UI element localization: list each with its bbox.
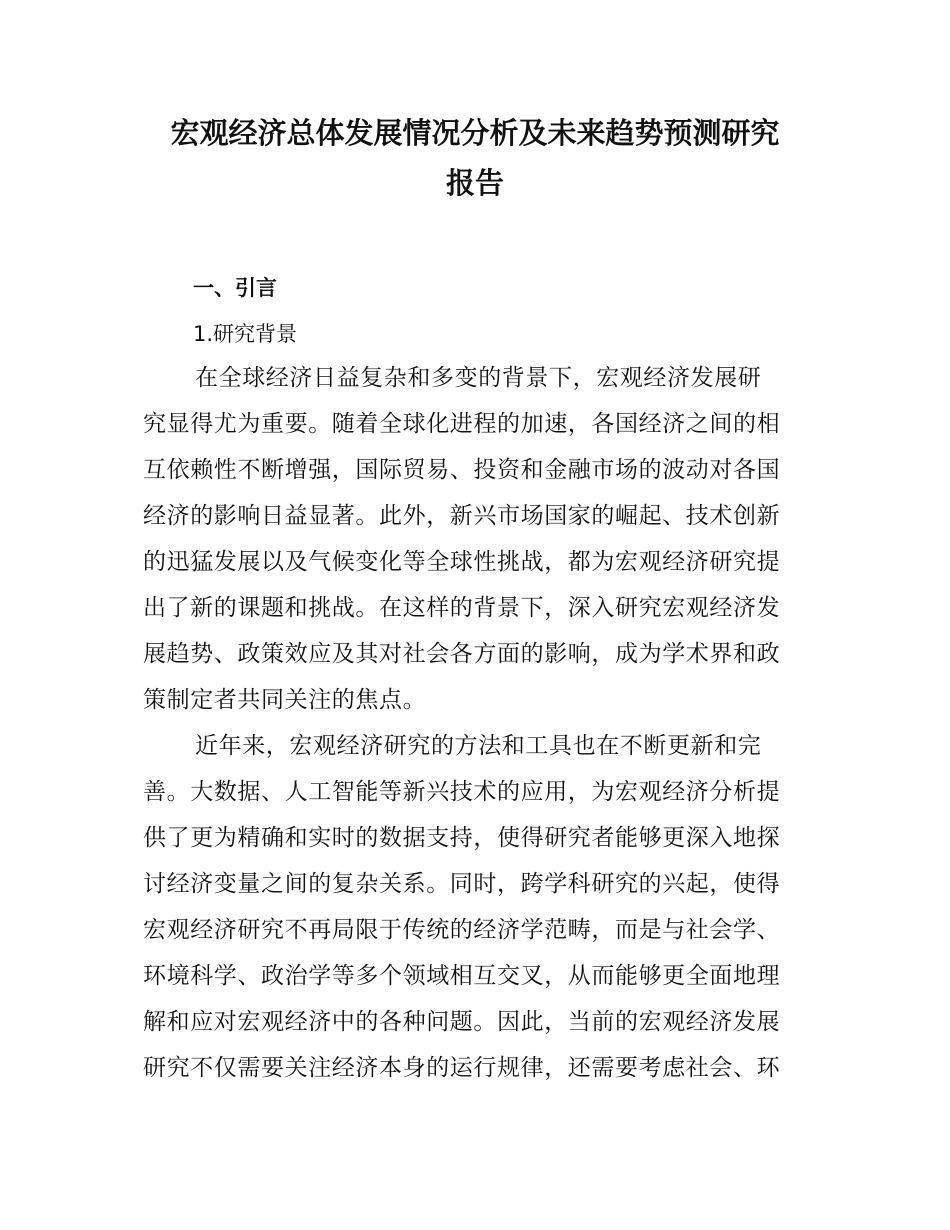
subsection-heading: 1.研究背景	[193, 322, 298, 346]
text-line: 善。大数据、人工智能等新兴技术的应用，为宏观经济分析提	[143, 779, 781, 805]
text-line: 的迅猛发展以及气候变化等全球性挑战，都为宏观经济研究提	[143, 549, 781, 575]
text-line: 策制定者共同关注的焦点。	[143, 687, 427, 713]
text-line: 环境科学、政治学等多个领域相互交叉，从而能够更全面地理	[143, 963, 781, 989]
section-heading: 一、引言	[193, 276, 277, 300]
text-line: 在全球经济日益复杂和多变的背景下，宏观经济发展研	[195, 365, 762, 391]
text-line: 出了新的课题和挑战。在这样的背景下，深入研究宏观经济发	[143, 595, 781, 621]
text-line: 供了更为精确和实时的数据支持，使得研究者能够更深入地探	[143, 825, 781, 851]
text-line: 近年来，宏观经济研究的方法和工具也在不断更新和完	[195, 733, 762, 759]
text-line: 究显得尤为重要。随着全球化进程的加速，各国经济之间的相	[143, 411, 781, 437]
text-line: 经济的影响日益显著。此外，新兴市场国家的崛起、技术创新	[143, 503, 781, 529]
text-line: 解和应对宏观经济中的各种问题。因此，当前的宏观经济发展	[143, 1009, 781, 1035]
body-text	[143, 362, 823, 1098]
title-line: 宏观经济总体发展情况分析及未来趋势预测研究	[170, 116, 780, 150]
text-line: 互依赖性不断增强，国际贸易、投资和金融市场的波动对各国	[143, 457, 781, 483]
title-line: 报告	[445, 166, 504, 200]
text-line: 宏观经济研究不再局限于传统的经济学范畴，而是与社会学、	[143, 917, 781, 943]
text-line: 研究不仅需要关注经济本身的运行规律，还需要考虑社会、环	[143, 1055, 781, 1081]
text-line: 讨经济变量之间的复杂关系。同时，跨学科研究的兴起，使得	[143, 871, 781, 897]
text-line: 展趋势、政策效应及其对社会各方面的影响，成为学术界和政	[143, 641, 781, 667]
document-title	[120, 108, 830, 208]
